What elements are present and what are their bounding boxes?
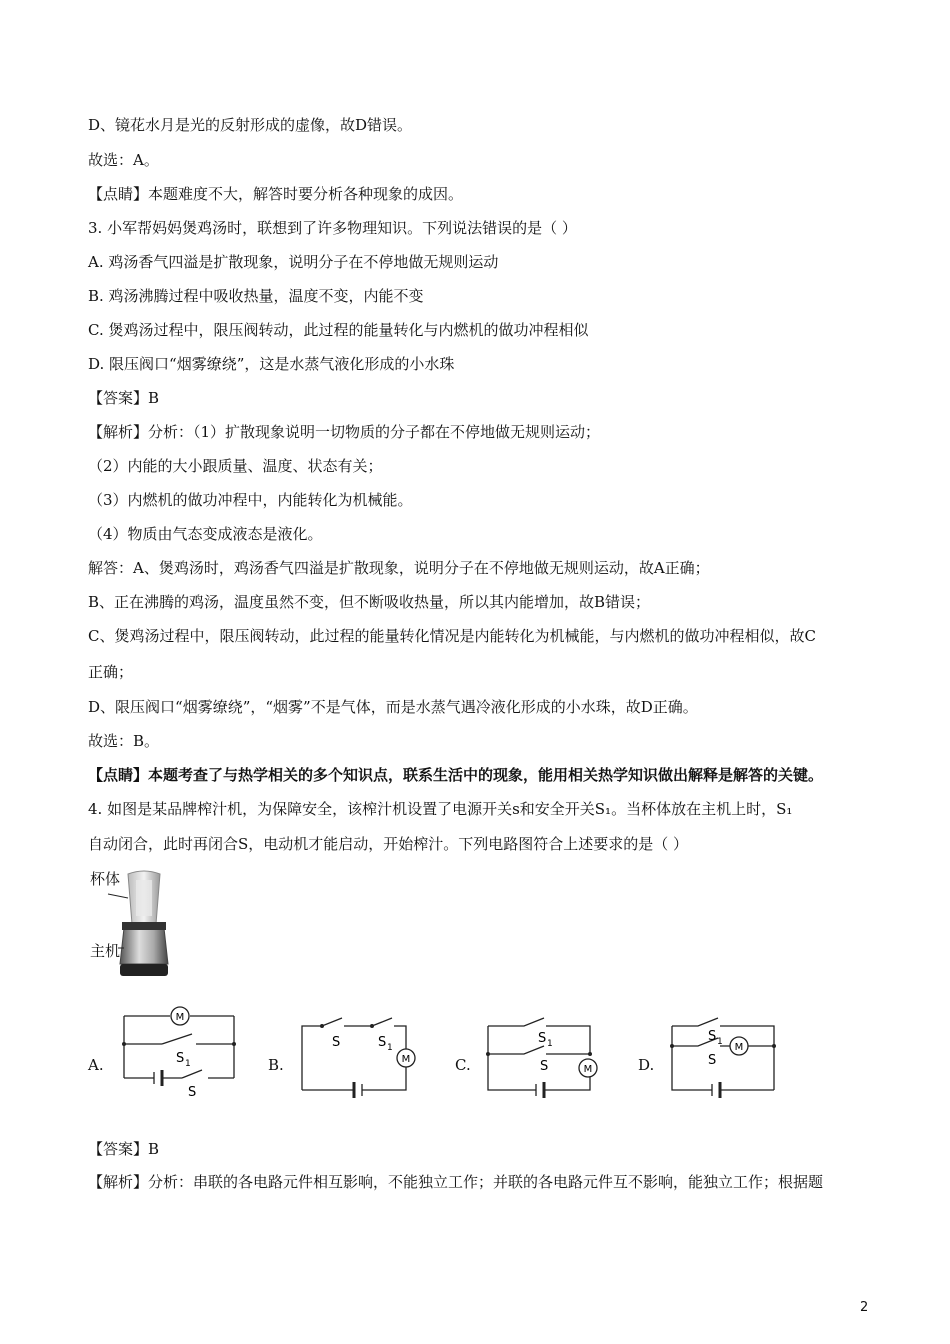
circuit-d	[668, 1014, 780, 1100]
question-4-stem: 4. 如图是某品牌榨汁机，为保障安全，该榨汁机设置了电源开关s和安全开关S₁。当杯体放在主机上时，S₁	[88, 800, 793, 818]
text-line: 正确；	[88, 663, 134, 681]
question-3-stem: 3. 小军帮妈妈煲鸡汤时，联想到了许多物理知识。下列说法错误的是（ ）	[88, 219, 577, 237]
subscript-1: 1	[547, 1039, 553, 1049]
subscript-1: 1	[387, 1043, 393, 1053]
switch-s-label: S	[188, 1085, 197, 1100]
text-line: 自动闭合，此时再闭合S，电动机才能启动，开始榨汁。下列电路图符合上述要求的是（ ）	[88, 835, 689, 853]
cup-label: 杯体	[90, 870, 121, 888]
switch-s-label: S	[540, 1059, 549, 1074]
switch-s1-label: S	[708, 1029, 717, 1044]
motor-label: M	[175, 1012, 185, 1023]
comment-line: 【点睛】本题考查了与热学相关的多个知识点，联系生活中的现象，能用相关热学知识做出解释是解答的关键。	[88, 766, 824, 784]
answer-line: 【答案】B	[88, 1140, 160, 1158]
option-b: B. 鸡汤沸腾过程中吸收热量，温度不变，内能不变	[88, 287, 424, 305]
option-c: C. 煲鸡汤过程中，限压阀转动，此过程的能量转化与内燃机的做功冲程相似	[88, 321, 589, 339]
answer-line: 【答案】B	[88, 389, 160, 407]
page-number: 2	[860, 1300, 869, 1315]
circuit-a	[118, 1004, 240, 1100]
analysis-line: 【解析】分析：（1）扩散现象说明一切物质的分子都在不停地做无规则运动；	[88, 423, 601, 441]
text-line: 故选：B。	[88, 732, 160, 750]
motor-label: M	[401, 1054, 411, 1065]
analysis-line: 【解析】分析：串联的各电路元件相互影响，不能独立工作；并联的各电路元件互不影响，能独立工作；根据题	[88, 1173, 824, 1191]
option-label-d: D.	[638, 1056, 655, 1074]
text-line: 故选：A。	[88, 151, 159, 169]
switch-s1-label: S	[538, 1031, 547, 1046]
motor-label: M	[734, 1042, 744, 1053]
switch-s1-label: S	[176, 1051, 185, 1066]
text-line: （2）内能的大小跟质量、温度、状态有关；	[88, 457, 383, 475]
option-label-a: A.	[88, 1056, 104, 1074]
switch-s-label: S	[332, 1035, 341, 1050]
subscript-1: 1	[717, 1037, 723, 1047]
base-label: 主机	[90, 942, 121, 960]
text-line: D、限压阀口“烟雾缭绕”，“烟雾”不是气体，而是水蒸气遇冷液化形成的小水珠，故D正确。	[88, 698, 698, 716]
circuit-c	[484, 1014, 612, 1100]
text-line: 解答：A、煲鸡汤时，鸡汤香气四溢是扩散现象，说明分子在不停地做无规则运动，故A正确；	[88, 559, 710, 577]
motor-label: M	[583, 1064, 593, 1075]
text-line: C、煲鸡汤过程中，限压阀转动，此过程的能量转化情况是内能转化为机械能，与内燃机的做功冲程相似，故C	[88, 627, 816, 645]
circuit-b	[298, 1014, 422, 1098]
text-line: B、正在沸腾的鸡汤，温度虽然不变，但不断吸收热量，所以其内能增加，故B错误；	[88, 593, 651, 611]
switch-s-label: S	[708, 1053, 717, 1068]
option-label-b: B.	[268, 1056, 284, 1074]
text-line: （3）内燃机的做功冲程中，内能转化为机械能。	[88, 491, 413, 509]
text-line: （4）物质由气态变成液态是液化。	[88, 525, 323, 543]
option-label-c: C.	[455, 1056, 471, 1074]
subscript-1: 1	[185, 1059, 191, 1069]
switch-s1-label: S	[378, 1035, 387, 1050]
text-line: 【点睛】本题难度不大，解答时要分析各种现象的成因。	[88, 185, 464, 203]
option-d: D. 限压阀口“烟雾缭绕”，这是水蒸气液化形成的小水珠	[88, 355, 455, 373]
juicer-figure	[88, 866, 198, 984]
text-line: D、镜花水月是光的反射形成的虚像，故D错误。	[88, 116, 413, 134]
option-a: A. 鸡汤香气四溢是扩散现象，说明分子在不停地做无规则运动	[88, 253, 499, 271]
